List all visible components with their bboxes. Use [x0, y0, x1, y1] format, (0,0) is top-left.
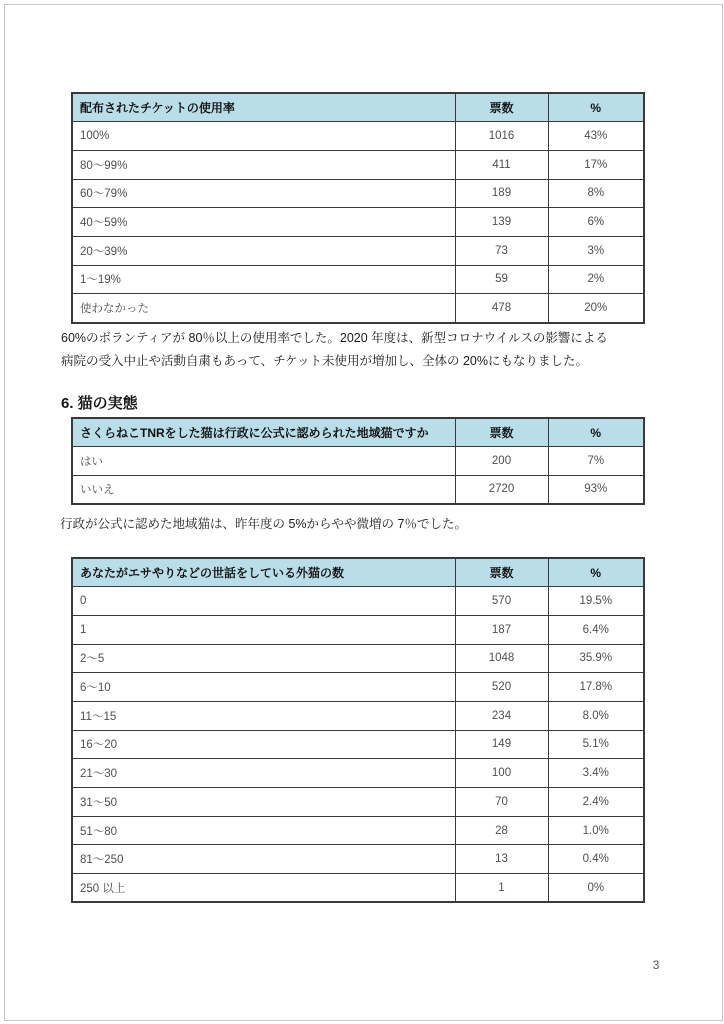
- row-percent: 3%: [548, 236, 644, 265]
- table-row: [72, 644, 644, 673]
- column-header-votes: 票数: [455, 558, 548, 587]
- table-row: [72, 788, 644, 817]
- table-header-row: [72, 418, 644, 447]
- row-label: 1: [72, 615, 455, 644]
- row-percent: 8.0%: [548, 701, 644, 730]
- table-outdoor-cats-count: [71, 557, 645, 903]
- row-label: 100%: [72, 122, 455, 151]
- ticket-usage-paragraph: [61, 327, 671, 373]
- table-header-row: [72, 93, 644, 122]
- row-percent: 6.4%: [548, 615, 644, 644]
- row-label: 21〜30: [72, 759, 455, 788]
- column-header-percent: %: [548, 558, 644, 587]
- table-row: [72, 730, 644, 759]
- table-row: [72, 759, 644, 788]
- row-label: 60〜79%: [72, 179, 455, 208]
- table-row: [72, 236, 644, 265]
- row-label: 80〜99%: [72, 150, 455, 179]
- table-row: [72, 150, 644, 179]
- row-votes: 139: [455, 208, 548, 237]
- row-label: いいえ: [72, 475, 455, 504]
- row-label: 1〜19%: [72, 265, 455, 294]
- row-votes: 149: [455, 730, 548, 759]
- row-percent: 17%: [548, 150, 644, 179]
- row-votes: 570: [455, 587, 548, 616]
- row-label: 0: [72, 587, 455, 616]
- row-percent: 2%: [548, 265, 644, 294]
- row-percent: 5.1%: [548, 730, 644, 759]
- table-title: 配布されたチケットの使用率: [72, 93, 455, 122]
- row-percent: 3.4%: [548, 759, 644, 788]
- row-label: 使わなかった: [72, 294, 455, 323]
- row-label: 51〜80: [72, 816, 455, 845]
- column-header-votes: 票数: [455, 418, 548, 447]
- row-votes: 189: [455, 179, 548, 208]
- row-percent: 0%: [548, 874, 644, 903]
- row-label: 6〜10: [72, 673, 455, 702]
- table-row: [72, 673, 644, 702]
- row-label: 31〜50: [72, 788, 455, 817]
- table-row: [72, 874, 644, 903]
- table-row: [72, 845, 644, 874]
- row-votes: 13: [455, 845, 548, 874]
- table-row: [72, 701, 644, 730]
- row-votes: 1048: [455, 644, 548, 673]
- row-votes: 59: [455, 265, 548, 294]
- community-cat-note: 行政が公式に認めた地域猫は、昨年度の 5%からやや微増の 7％でした。: [60, 517, 467, 531]
- row-votes: 200: [455, 447, 548, 476]
- row-label: 81〜250: [72, 845, 455, 874]
- table-row: [72, 475, 644, 504]
- page-number: 3: [652, 958, 660, 972]
- row-votes: 100: [455, 759, 548, 788]
- row-percent: 20%: [548, 294, 644, 323]
- paragraph-line: 病院の受入中止や活動自粛もあって、チケット未使用が増加し、全体の 20%にもなりました。: [61, 354, 588, 368]
- row-percent: 2.4%: [548, 788, 644, 817]
- table-row: [72, 122, 644, 151]
- table-row: [72, 816, 644, 845]
- row-percent: 17.8%: [548, 673, 644, 702]
- row-label: 16〜20: [72, 730, 455, 759]
- row-percent: 1.0%: [548, 816, 644, 845]
- row-votes: 520: [455, 673, 548, 702]
- row-percent: 43%: [548, 122, 644, 151]
- row-percent: 8%: [548, 179, 644, 208]
- row-label: 20〜39%: [72, 236, 455, 265]
- row-label: 11〜15: [72, 701, 455, 730]
- row-label: 40〜59%: [72, 208, 455, 237]
- row-percent: 19.5%: [548, 587, 644, 616]
- row-votes: 187: [455, 615, 548, 644]
- row-votes: 234: [455, 701, 548, 730]
- row-percent: 93%: [548, 475, 644, 504]
- row-percent: 35.9%: [548, 644, 644, 673]
- row-votes: 2720: [455, 475, 548, 504]
- table-title: あなたがエサやりなどの世話をしている外猫の数: [72, 558, 455, 587]
- row-votes: 411: [455, 150, 548, 179]
- table-row: [72, 265, 644, 294]
- section-heading: 6. 猫の実態: [61, 395, 138, 412]
- table-row: [72, 587, 644, 616]
- row-percent: 7%: [548, 447, 644, 476]
- table-ticket-usage: [71, 92, 645, 324]
- column-header-votes: 票数: [455, 93, 548, 122]
- row-votes: 478: [455, 294, 548, 323]
- table-row: [72, 615, 644, 644]
- row-label: 2〜5: [72, 644, 455, 673]
- table-row: [72, 208, 644, 237]
- table-row: [72, 447, 644, 476]
- column-header-percent: %: [548, 93, 644, 122]
- table-header-row: [72, 558, 644, 587]
- table-row: [72, 294, 644, 323]
- row-label: 250 以上: [72, 874, 455, 903]
- table-row: [72, 179, 644, 208]
- row-label: はい: [72, 447, 455, 476]
- paragraph-line: 60%のボランティアが 80％以上の使用率でした。2020 年度は、新型コロナウイルスの影響による: [61, 331, 608, 345]
- row-votes: 1016: [455, 122, 548, 151]
- row-votes: 28: [455, 816, 548, 845]
- row-percent: 0.4%: [548, 845, 644, 874]
- row-votes: 1: [455, 874, 548, 903]
- table-title: さくらねこTNRをした猫は行政に公式に認められた地域猫ですか: [72, 418, 455, 447]
- row-votes: 70: [455, 788, 548, 817]
- row-percent: 6%: [548, 208, 644, 237]
- table-official-community-cat: [71, 417, 645, 505]
- column-header-percent: %: [548, 418, 644, 447]
- row-votes: 73: [455, 236, 548, 265]
